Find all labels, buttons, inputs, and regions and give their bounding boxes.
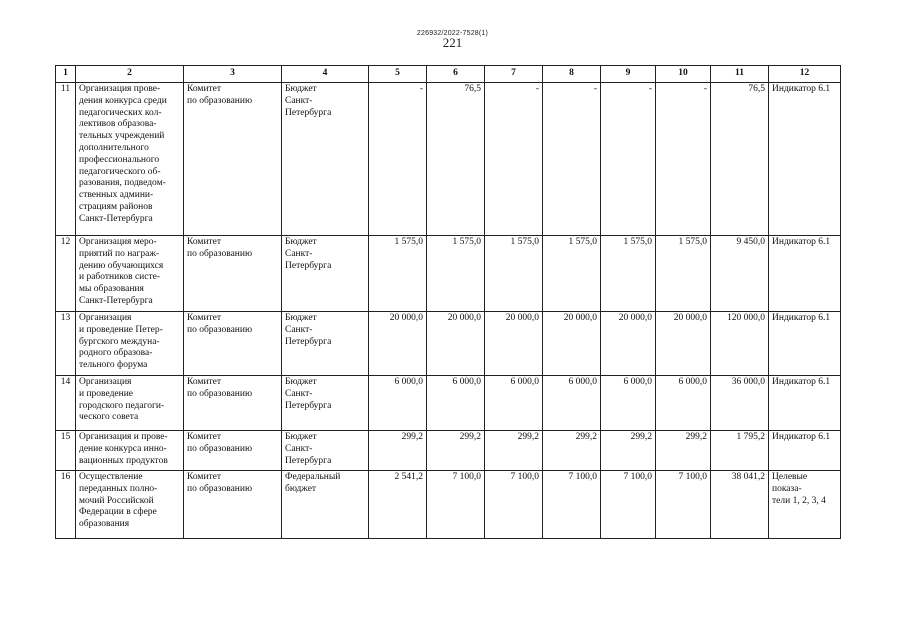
column-header: 1 (56, 66, 76, 83)
activity-cell: Организация меро- приятий по награж- дению обучающихся и работников систе- мы образования Санкт-Петербурга (76, 236, 184, 312)
amount-cell: 20 000,0 (601, 312, 656, 376)
activity-cell: Осуществление переданных полно- мочий Российской Федерации в сфере образования (76, 471, 184, 539)
row-number-cell: 14 (56, 376, 76, 431)
amount-cell: 7 100,0 (543, 471, 601, 539)
amount-cell: 299,2 (656, 431, 711, 471)
row-number-cell: 11 (56, 83, 76, 236)
total-amount-cell: 36 000,0 (711, 376, 769, 431)
column-header: 7 (485, 66, 543, 83)
amount-cell: 1 575,0 (543, 236, 601, 312)
amount-cell: 299,2 (543, 431, 601, 471)
total-amount-cell: 76,5 (711, 83, 769, 236)
table-row (56, 431, 841, 471)
amount-cell: - (485, 83, 543, 236)
column-header: 12 (769, 66, 841, 83)
amount-cell: 20 000,0 (543, 312, 601, 376)
table-row (56, 471, 841, 539)
table-row (56, 236, 841, 312)
indicator-cell: Индикатор 6.1 (769, 236, 841, 312)
activity-cell: Организация и прове- дение конкурса инно- вационных продуктов (76, 431, 184, 471)
row-number-cell: 16 (56, 471, 76, 539)
amount-cell: 1 575,0 (656, 236, 711, 312)
table-row (56, 312, 841, 376)
amount-cell: 1 575,0 (369, 236, 427, 312)
activity-cell: Организация и проведение Петер- бургского междуна- родного образова- тельного форума (76, 312, 184, 376)
amount-cell: 76,5 (427, 83, 485, 236)
column-number-row (56, 66, 841, 83)
amount-cell: 2 541,2 (369, 471, 427, 539)
amount-cell: 6 000,0 (485, 376, 543, 431)
indicator-cell: Индикатор 6.1 (769, 312, 841, 376)
amount-cell: - (656, 83, 711, 236)
amount-cell: 20 000,0 (656, 312, 711, 376)
amount-cell: 6 000,0 (601, 376, 656, 431)
column-header: 6 (427, 66, 485, 83)
amount-cell: 299,2 (369, 431, 427, 471)
amount-cell: 7 100,0 (656, 471, 711, 539)
amount-cell: 6 000,0 (427, 376, 485, 431)
table-body (56, 83, 841, 539)
table-header (56, 66, 841, 83)
amount-cell: - (601, 83, 656, 236)
amount-cell: 299,2 (427, 431, 485, 471)
column-header: 11 (711, 66, 769, 83)
amount-cell: 299,2 (601, 431, 656, 471)
executor-cell: Комитет по образованию (184, 471, 282, 539)
row-number-cell: 15 (56, 431, 76, 471)
page-number: 221 (442, 35, 463, 50)
funding-source-cell: Бюджет Санкт- Петербурга (282, 431, 369, 471)
executor-cell: Комитет по образованию (184, 312, 282, 376)
executor-cell: Комитет по образованию (184, 83, 282, 236)
activity-cell: Организация и проведение городского педагоги- ческого совета (76, 376, 184, 431)
row-number-cell: 12 (56, 236, 76, 312)
indicator-cell: Индикатор 6.1 (769, 431, 841, 471)
executor-cell: Комитет по образованию (184, 376, 282, 431)
amount-cell: - (543, 83, 601, 236)
executor-cell: Комитет по образованию (184, 431, 282, 471)
amount-cell: 7 100,0 (427, 471, 485, 539)
column-header: 10 (656, 66, 711, 83)
total-amount-cell: 120 000,0 (711, 312, 769, 376)
total-amount-cell: 9 450,0 (711, 236, 769, 312)
amount-cell: 1 575,0 (427, 236, 485, 312)
column-header: 4 (282, 66, 369, 83)
indicator-cell: Индикатор 6.1 (769, 83, 841, 236)
column-header: 5 (369, 66, 427, 83)
amount-cell: 299,2 (485, 431, 543, 471)
funding-source-cell: Федеральный бюджет (282, 471, 369, 539)
funding-source-cell: Бюджет Санкт- Петербурга (282, 312, 369, 376)
column-header: 9 (601, 66, 656, 83)
funding-source-cell: Бюджет Санкт- Петербурга (282, 83, 369, 236)
column-header: 2 (76, 66, 184, 83)
funding-source-cell: Бюджет Санкт- Петербурга (282, 376, 369, 431)
total-amount-cell: 1 795,2 (711, 431, 769, 471)
amount-cell: 6 000,0 (369, 376, 427, 431)
amount-cell: 20 000,0 (369, 312, 427, 376)
program-activities-table (55, 65, 841, 539)
activity-cell: Организация прове- дения конкурса среди педагогических кол- лективов образова- тельных учреждений дополнительного профессионального педагогического об- разования, подведом- ственных админи- страциям районов Санкт-Петербурга (76, 83, 184, 236)
amount-cell: - (369, 83, 427, 236)
column-header: 8 (543, 66, 601, 83)
indicator-cell: Целевые показа- тели 1, 2, 3, 4 (769, 471, 841, 539)
total-amount-cell: 38 041,2 (711, 471, 769, 539)
indicator-cell: Индикатор 6.1 (769, 376, 841, 431)
amount-cell: 20 000,0 (427, 312, 485, 376)
table-row (56, 83, 841, 236)
funding-source-cell: Бюджет Санкт- Петербурга (282, 236, 369, 312)
amount-cell: 7 100,0 (485, 471, 543, 539)
amount-cell: 6 000,0 (543, 376, 601, 431)
amount-cell: 20 000,0 (485, 312, 543, 376)
amount-cell: 6 000,0 (656, 376, 711, 431)
column-header: 3 (184, 66, 282, 83)
executor-cell: Комитет по образованию (184, 236, 282, 312)
document-id: 226932/2022-7528(1) (416, 30, 489, 37)
row-number-cell: 13 (56, 312, 76, 376)
amount-cell: 7 100,0 (601, 471, 656, 539)
amount-cell: 1 575,0 (601, 236, 656, 312)
table-row (56, 376, 841, 431)
amount-cell: 1 575,0 (485, 236, 543, 312)
